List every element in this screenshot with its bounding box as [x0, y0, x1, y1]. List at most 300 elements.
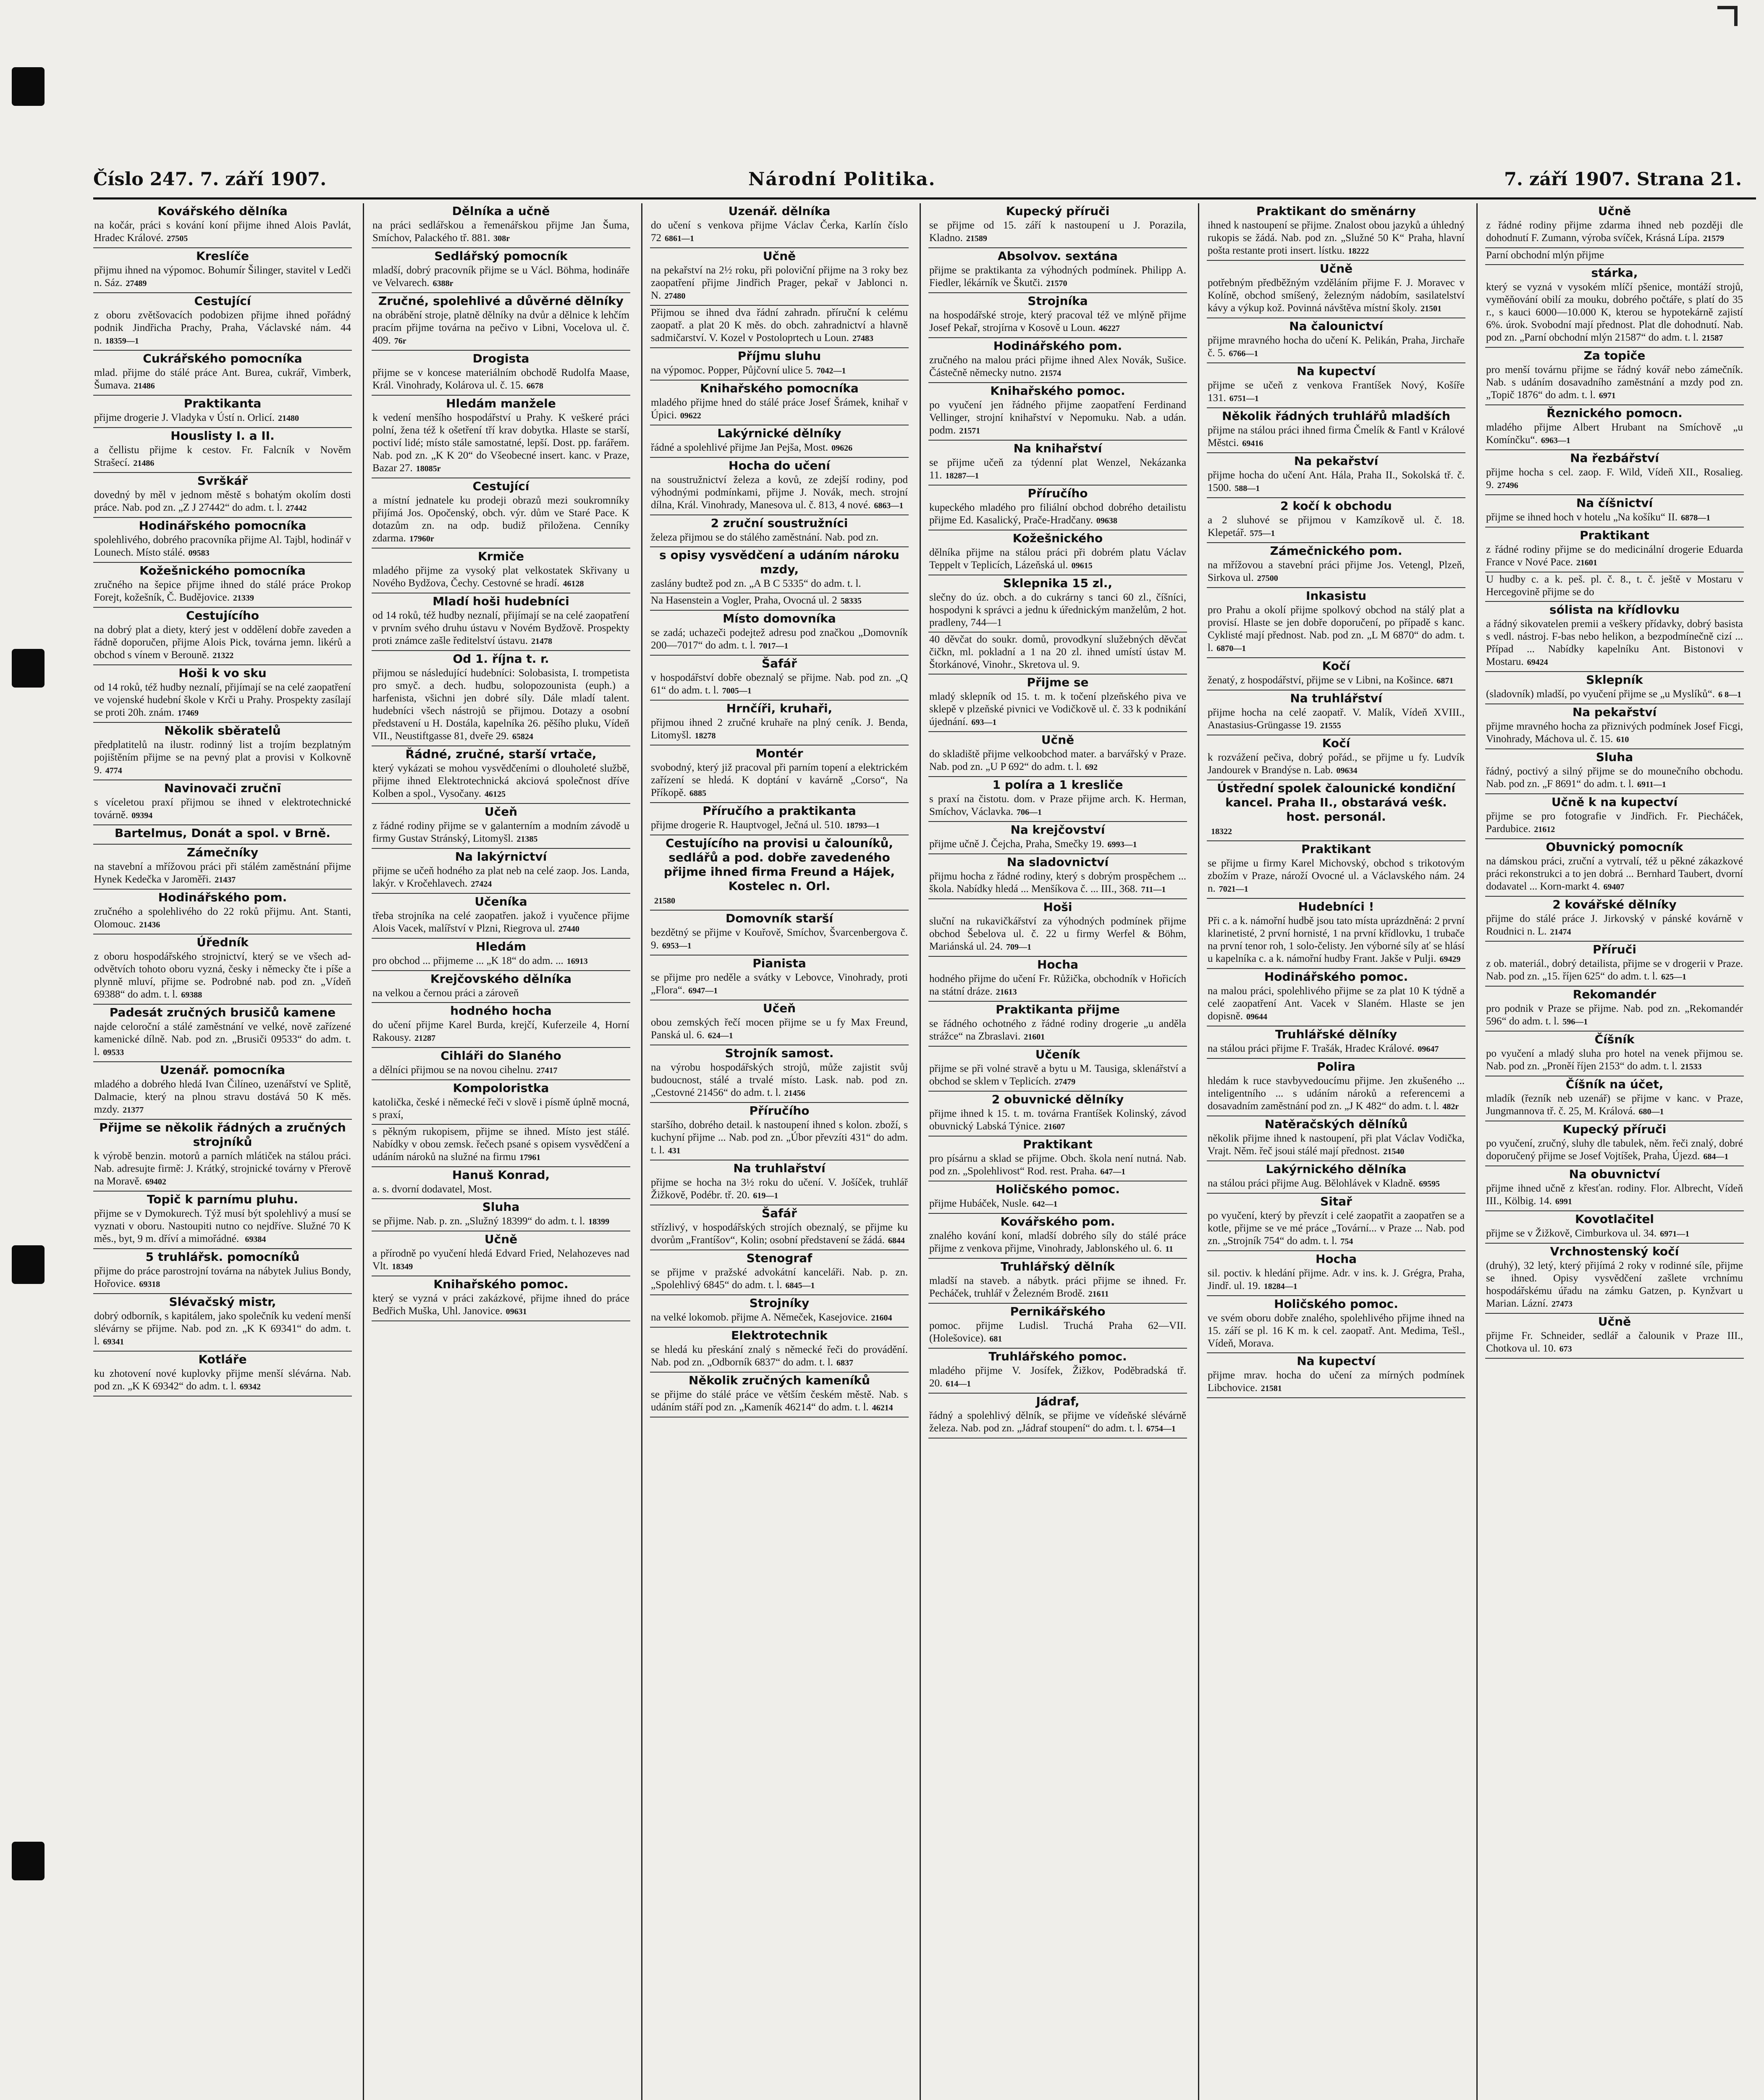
ad-reference-number: 6878—1 — [1681, 513, 1711, 522]
ad-reference-number: 21570 — [1046, 279, 1067, 288]
classified-ad — [1485, 749, 1744, 794]
classified-ad — [928, 338, 1187, 383]
ad-body — [1208, 219, 1465, 257]
ad-body — [94, 489, 351, 514]
ad-heading: Příručího — [1027, 486, 1088, 500]
ad-reference-number: 6971 — [1599, 391, 1616, 400]
ad-reference-number: 21589 — [966, 234, 987, 243]
ad-text: přijme se pro fotografie v Jindřich. Fr. Piecháček, Pardubice. — [1486, 811, 1743, 835]
ad-text: a čellistu přijme k cestov. Fr. Falcník v Nověm Strašecí. — [94, 444, 351, 468]
ad-text: slečny do úz. obch. a do cukrárny s tanci 60 zl., číšníci, hospodyni k správci a jednu k úřednickým manželům, 2 hot. pradleny, 744—1 — [929, 592, 1186, 628]
ad-text: mladý sklepník od 15. t. m. k točení plzeňského piva ve sklepě v plzeňské pivnici ve Vodičkově ul. č. 33 k podnikání újednání. — [929, 691, 1186, 727]
ad-heading: Kupecký příruči — [1562, 1122, 1667, 1136]
ad-heading: Obuvnický pomocník — [1546, 840, 1683, 854]
ad-body — [372, 955, 629, 968]
classified-ad — [1485, 203, 1744, 248]
ad-text: z oboru hospodářského strojnictví, který se ve všech ad-odvětvích tohoto oboru vyzná, česky i německy čte i píše a plynně mluví, přijme se. Podrobné nab. pod zn. „Vídeň 69388“ do adm. t. l. — [94, 951, 351, 1000]
ad-heading: Montér — [755, 746, 803, 760]
ad-body — [651, 1016, 908, 1042]
ad-reference-number: 11 — [1165, 1244, 1173, 1254]
ad-reference-number: 6971—1 — [1660, 1229, 1690, 1239]
ad-text: na obrábění stroje, platně dělníky na dvůr a dělnice k lehčím pracím přijme továrna na pečivo v Libni, Vocelova ul. č. 409. — [372, 310, 629, 346]
ad-text: (sladovník) mladší, po vyučení přijme se „u Myslíků“. — [1486, 688, 1715, 700]
ad-reference-number: 69424 — [1527, 658, 1548, 667]
ad-text: U hudby c. a k. peš. pl. č. 8., t. č. ještě v Mostaru v Hercegovině přijme se do — [1486, 574, 1743, 598]
ad-heading: Kovářského pom. — [1000, 1215, 1115, 1228]
classified-ad — [1207, 1059, 1465, 1116]
ad-text: kupeckého mladého pro filiální obchod dobrého detailistu přijme Ed. Kasalický, Prače-Hradčany. — [929, 502, 1186, 526]
classified-ad — [372, 1167, 630, 1199]
ad-reference-number: 6870—1 — [1216, 644, 1246, 653]
ad-text: ku zhotovení nové kuplovky přijme menší slévárna. Nab. pod zn. „K K 69342“ do adm. t. l. — [94, 1368, 351, 1392]
classified-ad — [372, 396, 630, 478]
ad-reference-number: 69341 — [103, 1337, 124, 1347]
classified-ad — [928, 822, 1187, 854]
ad-body — [372, 1096, 629, 1121]
classified-ad — [1485, 1314, 1744, 1359]
ad-reference-number: 6388r — [432, 279, 453, 288]
ad-reference-number: 7017—1 — [759, 641, 789, 651]
ad-body — [1486, 219, 1743, 245]
ad-text: po vyučení jen řádného přijme zaopatření Ferdinand Vellinger, strojní knihařství v Nepomuku. Nab. a udán. podm. — [929, 399, 1186, 436]
ad-reference-number: 6754—1 — [1146, 1424, 1176, 1433]
ad-heading: Truhlářského pomoc. — [988, 1349, 1127, 1363]
ad-body — [94, 1368, 351, 1393]
ad-text: a dělníci přijmou se na novou cihelnu. — [372, 1064, 533, 1076]
classified-ad — [650, 911, 909, 956]
ad-text: přijme do práce parostrojní továrna na nábytek Julius Bondy, Hořovice. — [94, 1265, 351, 1289]
ad-body — [94, 861, 351, 886]
ad-text: na malou práci, spolehlivého přijme se za plat 10 K týdně a celé zaopatření Ant. Vacek v Slaném. Hlaste se jen dopisně. — [1208, 985, 1465, 1022]
ad-text: a. s. dvorní dodavatel, Most. — [372, 1184, 492, 1195]
classified-ad — [650, 547, 909, 593]
ad-text: přijme se v koncese materiálním obchodě Rudolfa Maase, Král. Vinohrady, Kolárova ul. č. 15. — [372, 367, 629, 391]
ad-text: řádné a spolehlivé přijme Jan Pejša, Most. — [651, 442, 828, 453]
ad-heading: Učeník — [1035, 1047, 1080, 1061]
ad-text: Parní obchodní mlýn přijme — [1486, 249, 1604, 261]
classified-ad — [1207, 408, 1465, 453]
ad-heading: Na obuvnictví — [1569, 1167, 1660, 1181]
classified-ad — [928, 486, 1187, 530]
ad-reference-number: 21574 — [1040, 369, 1062, 378]
ad-heading: Knihařského pomoc. — [433, 1277, 569, 1291]
ad-body — [1486, 1092, 1743, 1118]
ad-heading: Knihařského pomocníka — [700, 381, 859, 395]
ad-body — [372, 865, 629, 890]
classified-ad — [650, 1373, 909, 1418]
classified-ad — [93, 934, 352, 1005]
ad-text: přijme se praktikanta za výhodných podmínek. Philipp A. Fiedler, lékárník ve Škutči. — [929, 265, 1186, 289]
classified-ad — [928, 1047, 1187, 1092]
ad-heading: Sluha — [482, 1200, 520, 1214]
ad-text: bezdětný se přijme v Kouřově, Smíchov, Švarcenbergova č. 9. — [651, 927, 908, 951]
binder-hole — [12, 1245, 45, 1284]
ad-body — [94, 906, 351, 931]
ad-reference-number: 575—1 — [1250, 529, 1275, 538]
ad-reference-number: 596—1 — [1562, 1017, 1588, 1026]
ad-reference-number: 21612 — [1534, 825, 1555, 834]
ad-heading: Holičského pomoc. — [1274, 1297, 1398, 1311]
ad-heading: Lakýrnické dělníky — [717, 426, 841, 440]
ad-text: mladší, dobrý pracovník přijme se u Václ. Böhma, hodináře ve Velvarech. — [372, 265, 629, 289]
ad-body — [94, 1208, 351, 1246]
ad-heading: Truhlářský dělník — [1000, 1260, 1115, 1273]
ad-body — [929, 501, 1186, 527]
ad-text: na velké lokomob. přijme A. Němeček, Kasejovice. — [651, 1312, 868, 1323]
ad-text: na hospodářské stroje, který pracoval též ve mlýně přijme Josef Pekař, strojírna v Kosově u Loun. — [929, 310, 1186, 333]
ad-heading: Učně — [763, 249, 796, 263]
ad-heading: Zámečníky — [186, 845, 259, 859]
ad-heading: Hanuš Konrad, — [452, 1168, 550, 1182]
classified-ad — [1207, 1161, 1465, 1194]
ad-text: se zadá; uchazeči podejtež adresu pod značkou „Domovník 200—7017“ do adm. t. l. — [651, 627, 908, 651]
ad-heading: Sitař — [1320, 1194, 1352, 1208]
ad-heading: s opisy vysvědčení a udáním nároku mzdy, — [659, 548, 899, 576]
classified-ad — [372, 971, 630, 1003]
ad-heading: sólista na křídlovku — [1549, 603, 1680, 617]
ad-body — [651, 307, 908, 345]
ad-reference-number: 21607 — [1044, 1122, 1065, 1131]
classified-ad — [93, 723, 352, 780]
ad-reference-number: 27489 — [126, 279, 147, 288]
ad-reference-number: 6993—1 — [1107, 840, 1137, 849]
ad-heading: Přijme se několik řádných a zručných strojníků — [99, 1121, 346, 1149]
ad-reference-number: 431 — [668, 1146, 681, 1155]
ad-heading: Příručího a praktikanta — [702, 804, 856, 818]
classified-ad — [372, 1276, 630, 1321]
ad-reference-number: 27417 — [536, 1066, 558, 1075]
ad-text: k rozvážení pečiva, dobrý pořád., se přijme u fy. Ludvík Jandourek v Brandýse n. Lab. — [1208, 752, 1465, 776]
ad-heading: Číšník na účet, — [1565, 1077, 1664, 1091]
classified-ad — [1485, 672, 1744, 704]
ad-reference-number: 6863—1 — [874, 501, 904, 510]
ad-text: z oboru zvětšovacích podobizen přijme ihned pořádný podnik Jindřicha Prachy, Praha, Václavské nám. 44 n. — [94, 310, 351, 346]
classified-ad — [650, 458, 909, 515]
ad-text: svobodný, který již pracoval při parním topení a elektrickém zařízení se hledá. K doptání v kavárně „Corso“, Na Příkopě. — [651, 762, 908, 798]
classified-ad — [928, 1259, 1187, 1304]
ad-reference-number: 681 — [989, 1334, 1002, 1344]
ad-text: mladého přijme Albert Hrubant na Smíchově „u Komínčku“. — [1486, 422, 1743, 446]
ad-reference-number: 6845—1 — [785, 1281, 815, 1290]
ad-text: který se vyzná v vysokém mlíčí pšenice, montáží strojů, vyměňování obilí za mouku, dobrého počtáře, s platí do 35 r., s kauci 6000—10.000 K, kterou se hypotekárně zajistí 6%. úrok. Svobodní mají přednost. Plat dle dohodnutí. Nab. pod zn. „Parní obchodní mlýn 21587“ do adm. t. l. — [1486, 281, 1743, 343]
ad-body — [929, 1197, 1186, 1210]
ad-heading: Praktikant — [1023, 1137, 1093, 1151]
ad-heading: Praktikant — [1580, 528, 1649, 542]
ad-heading: Elektrotechnik — [731, 1328, 828, 1342]
ad-reference-number: 27483 — [852, 334, 873, 343]
ad-body — [1208, 915, 1465, 966]
classified-ad — [928, 777, 1187, 822]
ad-reference-number: 69402 — [145, 1177, 166, 1186]
ad-body — [651, 672, 908, 697]
ad-body — [651, 578, 908, 590]
ad-reference-number: 76r — [394, 336, 406, 346]
ad-heading: Kreslíče — [196, 249, 249, 263]
ad-heading: Učně — [1319, 262, 1353, 276]
ad-body — [929, 870, 1186, 896]
ad-heading: Kupecký příruči — [1006, 204, 1110, 218]
binder-hole — [12, 67, 45, 106]
ad-reference-number: 09626 — [831, 444, 853, 453]
ad-reference-number: 6991 — [1555, 1197, 1572, 1206]
ad-text: pro podnik v Praze se přijme. Nab. pod zn. „Rekomandér 596“ do adm. t. l. — [1486, 1003, 1743, 1027]
ad-text: z ob. materiál., dobrý detailista, přijme se v drogerii v Praze. Nab. pod zn. „15. říjen 625“ do adm. t. l. — [1486, 958, 1743, 982]
ad-body — [651, 474, 908, 512]
ad-reference-number: 482r — [1442, 1102, 1459, 1111]
ad-body — [929, 399, 1186, 437]
ad-text: pro Prahu a okolí přijme spolkový obchod na stálý plat a provisí. Hlaste se jen dobře doporučení, po případě s kanc. Cyklisté mají přednost. Nab. pod zn. „L M 6870“ do adm. t. l. — [1208, 604, 1465, 654]
ad-body — [1486, 618, 1743, 669]
ad-body — [94, 1150, 351, 1188]
classified-ad — [93, 203, 352, 248]
ad-text: a 2 sluhové se přijmou v Kamzíkově ul. č. 18. Klepetář. — [1208, 514, 1465, 538]
ad-heading: 1 políra a 1 kresliče — [992, 778, 1123, 792]
classified-ad — [928, 293, 1187, 338]
ad-heading: 5 truhlářsk. pomocníků — [145, 1250, 300, 1264]
ad-text: mladík (řezník neb uzenář) se přijme v kanc. v Praze, Jungmannova tř. č. 25, M. Králová. — [1486, 1093, 1743, 1117]
ad-reference-number: 692 — [1085, 763, 1098, 772]
binder-hole — [12, 649, 45, 688]
ad-text: přijmu hocha z řádné rodiny, který s dobrým prospěchem ... škola. Nabídky hledá ... Menšíkova č. ... III., 368. — [929, 871, 1186, 895]
ad-heading: Na pekařství — [1572, 705, 1657, 719]
ad-heading: 2 kovářské dělníky — [1552, 898, 1677, 911]
column-rule — [1198, 203, 1199, 2100]
ad-reference-number: 27480 — [664, 291, 686, 301]
ad-reference-number: 21581 — [1261, 1384, 1282, 1393]
ad-text: se řádného ochotného z řádné rodiny drogerie „u anděla strážce“ na Zbraslavi. — [929, 1018, 1186, 1042]
ad-body — [94, 412, 351, 425]
ad-reference-number: 27440 — [558, 924, 579, 934]
ad-text: se přijme pro neděle a svátky v Lebovce, Vinohrady, proti „Flora“. — [651, 972, 908, 996]
classified-ad — [1207, 498, 1465, 543]
issue-number-date: Číslo 247. 7. září 1907. — [93, 169, 327, 190]
classified-ad — [372, 1048, 630, 1080]
ad-heading: Lakýrnického dělníka — [1266, 1162, 1407, 1176]
classified-ad — [928, 1092, 1187, 1137]
ad-text: mladého přijme za vysoký plat velkostatek Skřivany u Nového Bydžova, Čechy. Cestovné se hradí. — [372, 565, 629, 589]
ad-reference-number: 27500 — [1257, 574, 1278, 583]
classified-ad — [372, 293, 630, 351]
ad-heading: Pernikářského — [1010, 1305, 1106, 1318]
ad-reference-number: 6947—1 — [688, 986, 718, 995]
ad-body — [94, 681, 351, 719]
ad-text: přijme hocha na celé zaopatř. V. Malík, Vídeň XVIII., Anastasius-Grüngasse 19. — [1208, 707, 1465, 731]
ad-text: třeba strojníka na celé zaopatřen. jakož i vyučence přijme Alois Vacek, malířství v Plzni, Riegrova ul. — [372, 910, 629, 934]
ad-text: který se vyzná v práci zakázkové, přijme ihned do práce Bedřich Muška, Uhl. Janovice. — [372, 1293, 629, 1317]
classified-ad — [928, 957, 1187, 1002]
ad-reference-number: 7005—1 — [722, 686, 752, 696]
ad-reference-number: 6963—1 — [1541, 436, 1570, 445]
ad-heading: Rekomandér — [1573, 987, 1657, 1001]
ad-text: přijme mravného hocha do učení K. Pelikán, Praha, Jirchaře č. 5. — [1208, 335, 1465, 359]
ad-text: přijme drogerie J. Vladyka v Ústí n. Orlicí. — [94, 412, 275, 423]
ad-body — [94, 950, 351, 1001]
classified-ad — [928, 441, 1187, 486]
ad-text: od 14 roků, též hudby neznalí, přijímají se na celé zaopatření v prvním svého druhu ústavu v Novém Bydžově. Prospekty proti známce zašle ředitelství ústavu. — [372, 610, 629, 646]
ad-text: na stálou práci přijme Aug. Bělohlávek v Kladně. — [1208, 1178, 1416, 1189]
ad-heading: Kovářského dělníka — [157, 204, 288, 218]
ad-body — [1208, 751, 1465, 777]
ad-text: (druhý), 32 letý, který přijímá 2 roky v rodinné síle, přijme se ihned. Opisy vysvědčení zašlete vrchnímu hospodářskému úřadu na zámku Gatzen, p. Kynžvart u Marian. Lázní. — [1486, 1260, 1743, 1309]
ad-heading: Na číšnictví — [1576, 496, 1653, 510]
ad-body — [929, 793, 1186, 819]
ad-body — [1208, 1210, 1465, 1248]
ad-heading: Bartelmus, Donát a spol. v Brně. — [115, 826, 330, 840]
ad-heading: Mladí hoši hudebníci — [432, 594, 569, 608]
ad-body — [1486, 364, 1743, 402]
ad-reference-number: 21486 — [133, 459, 155, 468]
corner-mark — [1717, 6, 1738, 26]
ad-heading: Topič k parnímu pluhu. — [147, 1192, 299, 1206]
ad-heading: Holičského pomoc. — [996, 1182, 1120, 1196]
ad-reference-number: 69429 — [1439, 955, 1461, 964]
ad-text: z řádné rodiny přijme zdarma ihned neb později dle dohodnutí F. Zumann, výroba svíček, Krásná Lípa. — [1486, 220, 1743, 244]
ad-body — [1486, 281, 1743, 344]
ad-text: se přijme v pražské advokátní kanceláři. Nab. p. zn. „Spolehlivý 6845“ do adm. t. l. — [651, 1267, 908, 1291]
ad-body — [651, 1344, 908, 1369]
ad-body — [929, 591, 1186, 629]
ad-body — [929, 354, 1186, 380]
ad-heading: Knihařského pomoc. — [990, 384, 1125, 398]
ad-heading: Kovotlačitel — [1575, 1212, 1654, 1226]
classified-ad — [650, 1000, 909, 1045]
ad-text: přijme mravného hocha za přiznivých podmínek Josef Ficgi, Vinohrady, Máchova ul. č. 15. — [1486, 721, 1743, 745]
ad-heading: Na řezbářství — [1570, 451, 1659, 465]
ad-heading: Hledám — [475, 940, 527, 953]
ad-heading: Kotláře — [198, 1352, 247, 1366]
ad-body — [1486, 249, 1743, 262]
classified-ad — [93, 1352, 352, 1396]
ad-body — [372, 987, 629, 1000]
ad-reference-number: 18085r — [416, 464, 441, 473]
classified-ad — [1485, 348, 1744, 405]
ad-reference-number: 625—1 — [1661, 972, 1686, 982]
classified-ad — [650, 1250, 909, 1295]
ad-heading: Dělníka a učně — [452, 204, 550, 218]
ad-text: znalého kování koní, mladší dobrého síly do stálé práce přijme z venkova přijme, Vinohrady, Jablonského ul. 6. — [929, 1230, 1186, 1254]
ad-body — [1208, 334, 1465, 360]
classified-ad — [1207, 1026, 1465, 1059]
classified-ad — [1485, 248, 1744, 265]
ad-reference-number: 21587 — [1702, 333, 1723, 343]
ad-body — [372, 1064, 629, 1077]
ad-text: na soustružnictví železa a kovů, ze zdejší rodiny, pod výhodnými podmínkami, přijme J. Novák, mech. strojní dílna, Král. Vinohrady, Manesova ul. č. 813, 4 nové. — [651, 474, 908, 511]
ad-text: přijme drogerie R. Hauptvogel, Ječná ul. 510. — [651, 819, 843, 831]
ad-heading: Cukrářského pomocníka — [143, 352, 302, 365]
classified-ad — [93, 665, 352, 723]
ad-heading: Na truhlařství — [733, 1161, 826, 1175]
classified-ad — [1207, 543, 1465, 588]
ad-reference-number: 18322 — [1211, 827, 1232, 836]
ad-text: na dobrý plat a diety, který jest v oddělení dobře zaveden a řádně doporučen, přijme Alois Pick, továrna jemn. likérů a obchod s vínem v Berouně. — [94, 624, 351, 661]
ad-reference-number: 6861—1 — [665, 234, 694, 243]
ad-heading: Hodinářského pomocníka — [139, 519, 307, 533]
classified-ad — [372, 351, 630, 396]
ad-body — [1486, 1182, 1743, 1208]
ad-heading: Cestující — [472, 479, 529, 493]
classified-ad — [93, 518, 352, 563]
ad-body — [651, 219, 908, 245]
ad-heading: Hocha — [1315, 1252, 1357, 1266]
ad-heading: Úředník — [197, 935, 249, 949]
ad-body — [1208, 1075, 1465, 1113]
ad-heading: Sklepnika 15 zl., — [1003, 576, 1113, 590]
ad-heading: Hudebníci ! — [1298, 900, 1374, 914]
column-rule — [920, 203, 921, 2100]
ad-text: se přijme u firmy Karel Michovský, obchod s trikotovým zbožím v Praze, nároží Ovocné ul. a Václavského nám. 24 n. — [1208, 858, 1465, 894]
ad-text: do učení s venkova přijme Václav Čerka, Karlín číslo 72 — [651, 220, 908, 244]
classified-ad — [650, 381, 909, 425]
ad-heading: Praktikant do směnárny — [1256, 204, 1416, 218]
ad-body — [94, 444, 351, 470]
ad-reference-number: 21533 — [1680, 1062, 1702, 1071]
ad-body — [1208, 559, 1465, 585]
ad-reference-number: 18278 — [695, 731, 716, 740]
classified-ad — [372, 849, 630, 894]
classified-ad — [1207, 841, 1465, 899]
classified-ad — [650, 1295, 909, 1328]
ad-text: v hospodářství dobře obeznalý se přijme. Nab. pod zn. „Q 61“ do adm. t. l. — [651, 672, 908, 696]
ad-reference-number: 6871 — [1436, 676, 1454, 685]
classified-ad — [928, 530, 1187, 575]
ad-reference-number: 6953—1 — [662, 941, 692, 950]
ad-reference-number: 21601 — [1576, 558, 1597, 567]
ad-text: mladší na staveb. a nábytk. práci přijme se ihned. Fr. Pecháček, truhlář v Železném Brodě. — [929, 1275, 1186, 1299]
classified-ad — [928, 1214, 1187, 1259]
ad-reference-number: 69318 — [139, 1280, 160, 1289]
ad-text: na pekařství na 2½ roku, při poloviční přijme na 3 roky bez zaopatření přijme Jindřich Prager, pekař v Jablonci n. N. — [651, 265, 908, 301]
ad-heading: Inkasistu — [1305, 589, 1367, 603]
ad-text: ženatý, z hospodářství, přijme se v Libni, na Košince. — [1208, 675, 1434, 686]
ad-text: zručného a spolehlivého do 22 roků přijmu. Ant. Stanti, Olomouc. — [94, 906, 351, 930]
ad-body — [1208, 379, 1465, 405]
ad-heading: Zručné, spolehlivé a důvěrné dělníky — [378, 294, 624, 308]
classified-ad — [93, 825, 352, 845]
ad-text: pro písárnu a sklad se přijme. Obch. škola není nutná. Nab. pod zn. „Spolehlivost“ Rod. rest. Praha. — [929, 1153, 1186, 1177]
classified-ad — [93, 563, 352, 608]
ad-text: mladého přijme hned do stálé práce Josef Šrámek, knihař v Úpici. — [651, 397, 908, 421]
ad-heading: Několik řádných truhlářů mladších — [1222, 409, 1450, 423]
ad-heading: Na knihařství — [1013, 441, 1102, 455]
ad-body — [651, 927, 908, 952]
ad-reference-number: 684—1 — [1703, 1152, 1729, 1161]
classified-ad — [1207, 261, 1465, 318]
column-rule — [1476, 203, 1478, 2100]
ad-heading: Zámečnického pom. — [1270, 544, 1402, 558]
classified-ad — [650, 348, 909, 381]
ad-text: na velkou a černou práci a zároveň — [372, 987, 519, 999]
ad-body — [929, 219, 1186, 245]
classified-ad — [372, 203, 630, 248]
ad-heading: Hoši k vo sku — [178, 666, 267, 680]
ad-body — [929, 748, 1186, 774]
classified-ad — [93, 428, 352, 473]
ad-heading: Praktikant — [1301, 842, 1371, 856]
classified-ad — [1207, 735, 1465, 780]
classified-ad — [93, 473, 352, 518]
classified-ad — [928, 1304, 1187, 1349]
ad-reference-number: 6844 — [888, 1236, 905, 1245]
classified-ad — [1485, 1244, 1744, 1314]
ad-reference-number: 18399 — [588, 1217, 610, 1226]
date-page-number: 7. září 1907. Strana 21. — [1504, 169, 1742, 190]
ad-heading: Hoši — [1043, 900, 1072, 914]
classified-ad — [93, 1294, 352, 1352]
ad-reference-number: 09638 — [1096, 516, 1117, 525]
ad-body — [372, 667, 629, 743]
ad-body — [1208, 277, 1465, 315]
ad-heading: Hodinářského pom. — [993, 339, 1122, 353]
